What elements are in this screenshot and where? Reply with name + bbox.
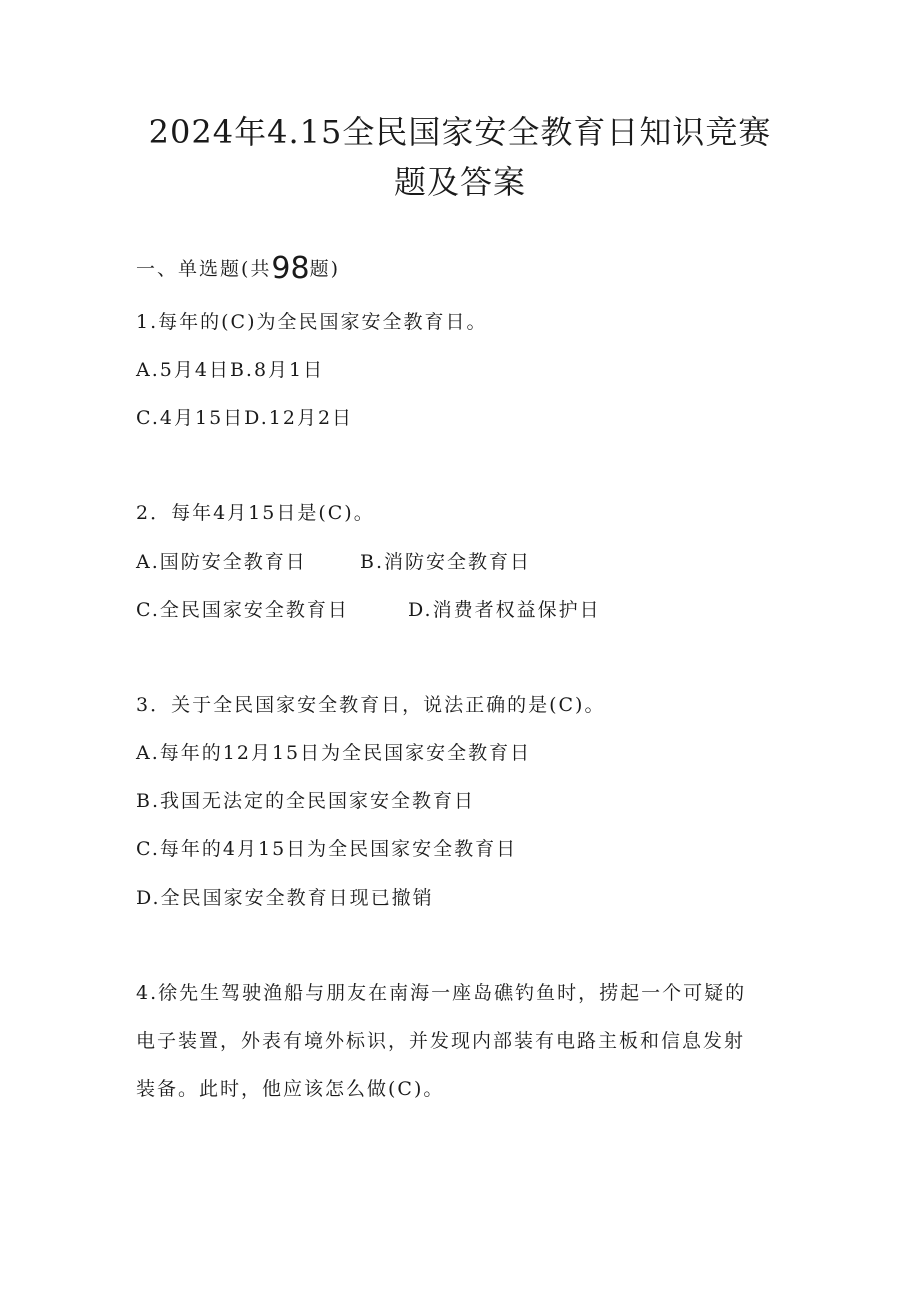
document-title-line-2: 题及答案 — [393, 163, 526, 201]
question-1-options-row-2: C.4月15日D.12月2日 — [136, 407, 354, 429]
question-3-option-c: C.每年的4月15日为全民国家安全教育日 — [136, 838, 518, 860]
document-title-line-1: 2024年4.15全民国家安全教育日知识竞赛 — [148, 113, 772, 151]
question-2-stem: 2．每年4月15日是(C)。 — [136, 502, 375, 524]
section-heading — [136, 251, 341, 286]
question-1-options-row-1: A.5月4日B.8月1日 — [136, 359, 325, 381]
question-2-option-a: A.国防安全教育日 — [136, 551, 307, 573]
question-1-stem: 1.每年的(C)为全民国家安全教育日。 — [136, 311, 488, 333]
question-count: 98 — [271, 251, 310, 286]
question-2-option-b: B.消防安全教育日 — [360, 551, 532, 573]
question-4-stem-line-3: 装备。此时，他应该怎么做(C)。 — [136, 1078, 445, 1100]
question-3-option-d: D.全民国家安全教育日现已撤销 — [136, 887, 434, 909]
question-4-stem-line-2: 电子装置，外表有境外标识，并发现内部装有电路主板和信息发射 — [136, 1030, 746, 1052]
question-3-option-b: B.我国无法定的全民国家安全教育日 — [136, 790, 476, 812]
question-3-option-a: A.每年的12月15日为全民国家安全教育日 — [136, 742, 532, 764]
question-4-stem-line-1: 4.徐先生驾驶渔船与朋友在南海一座岛礁钓鱼时，捞起一个可疑的 — [136, 982, 747, 1004]
question-2-option-c: C.全民国家安全教育日 — [136, 599, 349, 621]
section-heading-prefix: 一、单选题(共 — [136, 258, 272, 280]
question-2-option-d: D.消费者权益保护日 — [408, 599, 601, 621]
question-3-stem: 3．关于全民国家安全教育日，说法正确的是(C)。 — [136, 694, 606, 716]
section-heading-suffix: 题) — [309, 258, 341, 280]
